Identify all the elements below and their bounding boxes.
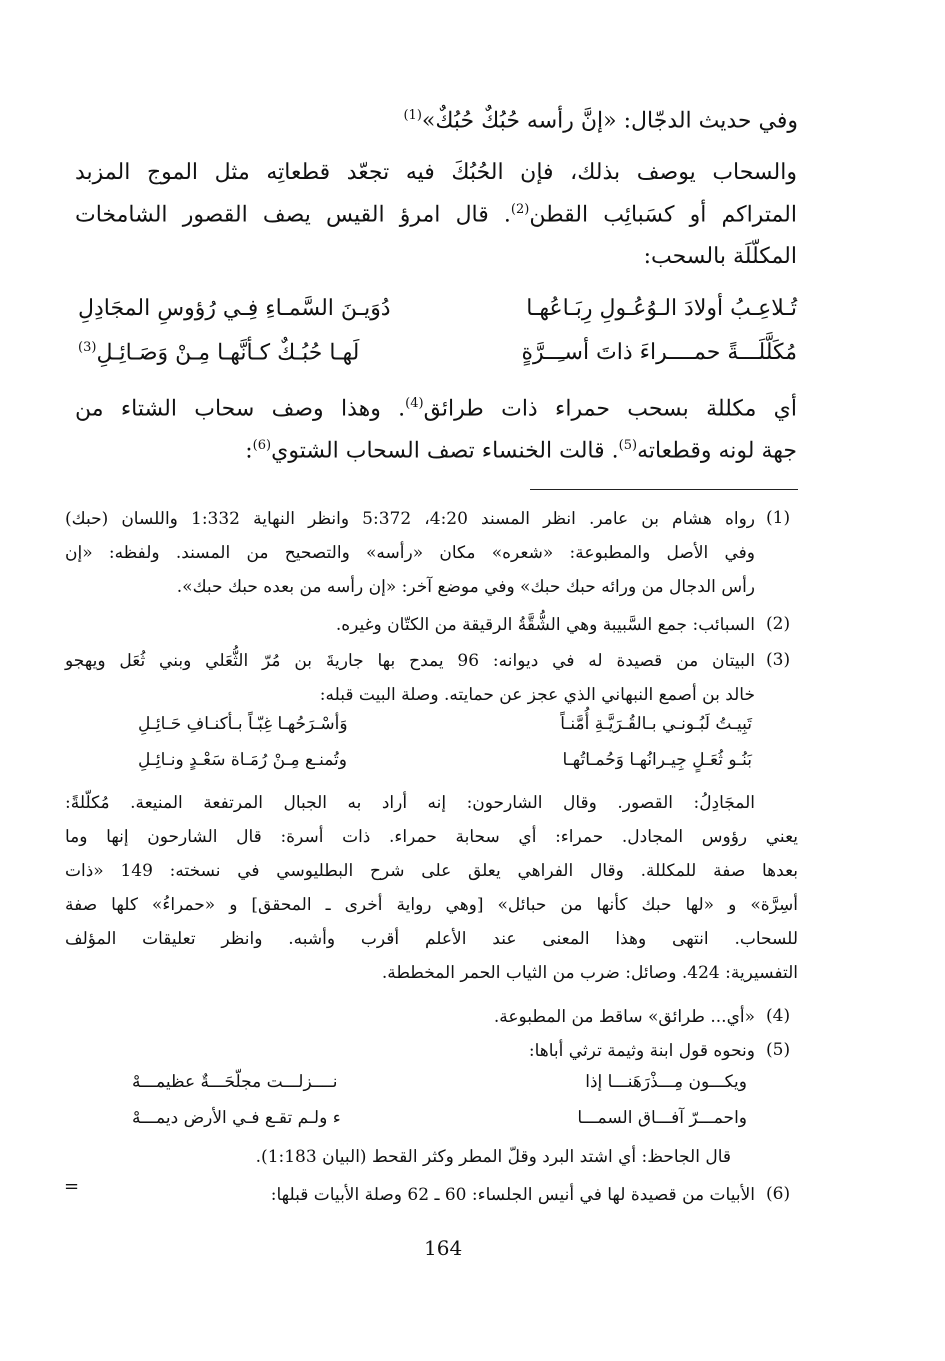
para1-b: المتراكم أو كسَبائِب القطن	[529, 202, 797, 228]
ref-1: (1)	[403, 108, 422, 123]
fn-2: السبائب: جمع السَّبيبة وهي الشُّقَّةُ الرقيقة من الكتّان وغيره.	[335, 615, 755, 635]
fn-1-line-2: وفي الأصل والمطبوعة: «شعره» مكان «رأسه» والتصحيح من المسند. ولفظه: «إن	[65, 543, 755, 563]
fn-3-line-8: التفسيرية: 424. وصائل: ضرب من الثياب الحمر المخططة.	[381, 963, 798, 983]
fn-num-4: (4)	[766, 1006, 791, 1026]
fn-3-verse-1-right: تَبِيـتُ لَبُـونـي بـالقُـرَيَّـةِ أُمَّنـاً	[560, 714, 752, 734]
main-line-1	[403, 108, 798, 133]
fn-3-line-3: المجَادِلُ: القصور. وقال الشارحون: إنه أراد به الجبال المرتفعة المنيعة. مُكلّلةً:	[65, 793, 755, 813]
ref-4: (4)	[405, 396, 424, 411]
fn-5-verse-2-right: واحمـــرّ آفـــاق السمـــا	[577, 1108, 747, 1128]
p-b-end: :	[245, 438, 253, 464]
ref-3: (3)	[78, 340, 97, 355]
fn-3-line-4: يعني رؤوس المجادل. حمراء: أي سحابة حمراء. ذات أسرة: قال الشارحون إنها وما	[65, 827, 798, 847]
fn-num-6: (6)	[766, 1184, 791, 1204]
p-b: جهة لونه وقطعاته	[637, 438, 797, 464]
fn-6: الأبيات من قصيدة لها في أنيس الجلساء: 60 ـ 62 وصلة الأبيات قبلها:	[270, 1185, 755, 1205]
p-a-end: . وهذا وصف سحاب الشتاء من	[75, 396, 406, 422]
verse-2-right: مُكَلَّلَـــةً حمــــراءَ ذاتَ أسـِــرَّةٍ	[521, 340, 797, 365]
fn-3-line-7: للسحاب. انتهى وهذا المعنى عند الأعلم أقرب وأشبه. وانظر تعليقات المؤلف	[65, 929, 798, 949]
p-b-mid: . قالت الخنساء تصف السحاب الشتوي	[271, 438, 619, 464]
fn-1-line-3: رأس الدجال من ورائه حبك حبك» وفي موضع آخر: «إن رأسه من بعده حبك حبك».	[176, 577, 755, 597]
fn-5-verse-2-left: ء ولـم تقـع فـي الأرض ديمـــهْ	[132, 1108, 341, 1128]
dajjal-hadith: وفي حديث الدجّال: «إنَّ رأسه حُبُكٌ حُبُكٌ»	[421, 108, 798, 134]
verse-1-left: دُوَيـنَ السَّمـاءِ فِـي رُؤوسِ المجَادِلِ	[78, 296, 391, 321]
fn-3-verse-2-left: وتُمنـع مِـنْ رُمَـاة سَعْـدٍ ونـائِـلِ	[138, 750, 347, 770]
ref-6: (6)	[252, 438, 272, 453]
fn-1-line-1: رواه هشام بن عامر. انظر المسند 4:20، 5:372 وانظر النهاية 1:332 واللسان (حبك)	[65, 509, 756, 529]
fn-num-2: (2)	[766, 614, 791, 634]
fn-3-line-1: البيتان من قصيدة له في ديوانه: 96 يمدح بها جاريةَ بن مُرّ الثُّعَلي وبني ثُعَل ويهجو	[65, 651, 755, 671]
fn-4: «أي... طرائق» ساقط من المطبوعة.	[493, 1007, 755, 1027]
fn-5-line-2: قال الجاحظ: أي اشتد البرد وقلّ المطر وكثر القحط (البيان 1:183).	[255, 1147, 731, 1167]
fn-3-line-6: أسِرَّة» و «لها حبك كأنها من حبائل» [وهي رواية أخرى ـ المحقق] و «حمراءُ» كلها صفة	[65, 895, 798, 915]
fn-num-3: (3)	[766, 650, 791, 670]
main-line-6	[245, 438, 797, 463]
para1-b-end: . قال امرؤ القيس يصف القصور الشامخات	[75, 202, 511, 228]
fn-5-verse-1-left: نــــزلـــت مجلّحَـــةٌ عظيمـــهْ	[132, 1072, 338, 1092]
verse-2-left	[78, 340, 359, 365]
fn-num-5: (5)	[766, 1040, 791, 1060]
fn-3-line-2: خالد بن أصمع النبهاني الذي عجز عن حمايته. وصلة البيت قبله:	[319, 685, 755, 705]
fn-5-line-1: ونحوه قول ابنة وثيمة ترثي أباها:	[528, 1041, 755, 1061]
p-a: أي مكللة بسحب حمراء ذات طرائق	[423, 396, 797, 422]
verse-1-right: تُـلاعِـبُ أولادَ الـوُعُـولِ رِبَـاعُهـا	[526, 296, 797, 321]
main-line-3	[75, 202, 797, 227]
main-line-2: والسحاب يوصف بذلك، فإن الحُبُكَ فيه تجعّد قطعاتِه مثل الموج المزبد	[75, 160, 797, 185]
ref-5: (5)	[618, 438, 638, 453]
fn-3-line-5: بعدها صفة للمكللة. وقال الفراهي يعلق على شرح البطليوسي في نسخته: 149 «ذات	[65, 861, 799, 881]
main-line-4: المكلّلَة بالسحب:	[643, 244, 797, 269]
continuation-mark: =	[64, 1176, 80, 1197]
page-number: 164	[424, 1236, 463, 1260]
ref-2: (2)	[510, 202, 530, 217]
fn-num-1: (1)	[766, 508, 791, 528]
main-line-5	[75, 396, 797, 421]
verse-2-left-text: لَهـا حُبُـكٌ كـأنَّهـا مِـنْ وَصَـائِـلِ	[96, 340, 360, 366]
footnote-separator	[530, 489, 798, 490]
fn-3-verse-2-right: بَنُـو ثُعَـلٍ جِيـرانُهـا وَحُمـاتُهـا	[562, 750, 752, 770]
fn-5-verse-1-right: ويكـــون مِـــذْرَهَنـــا إذا	[585, 1072, 747, 1092]
fn-3-verse-1-left: وَأسْـرَحُهـا غِبّـاً بـأكنـافِ حَـائِـلِ	[138, 714, 348, 734]
